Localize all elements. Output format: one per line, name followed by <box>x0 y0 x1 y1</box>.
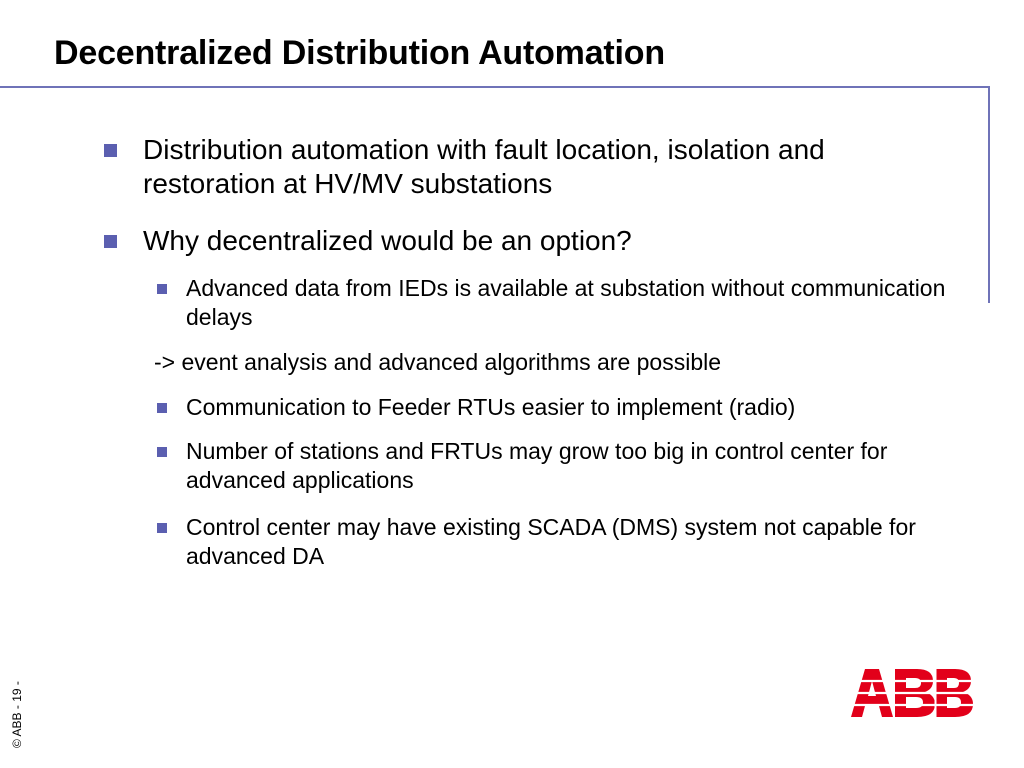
sub-bullet-item <box>157 274 957 332</box>
square-bullet-icon <box>104 144 117 157</box>
bullet-item <box>104 224 924 258</box>
sub-bullet-item <box>157 513 957 571</box>
sub-bullet-text: Number of stations and FRTUs may grow too big in control center for advanced applications <box>186 438 888 493</box>
sub-bullet-text: Advanced data from IEDs is available at substation without communication delays <box>186 275 946 330</box>
square-bullet-icon <box>157 403 167 413</box>
abb-logo-icon <box>851 669 973 717</box>
square-bullet-icon <box>104 235 117 248</box>
sub-bullet-item <box>157 393 957 422</box>
right-border-line <box>988 86 990 303</box>
sub-bullet-text: Communication to Feeder RTUs easier to implement (radio) <box>186 394 796 420</box>
slide-title: Decentralized Distribution Automation <box>54 34 665 72</box>
bullet-text: Distribution automation with fault location, isolation and restoration at HV/MV substations <box>143 134 825 199</box>
square-bullet-icon <box>157 284 167 294</box>
title-divider <box>0 86 990 88</box>
sub-bullet-item <box>157 437 957 495</box>
sub-bullet-text: Control center may have existing SCADA (DMS) system not capable for advanced DA <box>186 514 916 569</box>
bullet-text: Why decentralized would be an option? <box>143 225 632 256</box>
square-bullet-icon <box>157 523 167 533</box>
footer-copyright: © ABB - 19 - <box>10 681 24 748</box>
sub-text-line: -> event analysis and advanced algorithms are possible <box>154 349 722 375</box>
square-bullet-icon <box>157 447 167 457</box>
bullet-item <box>104 133 924 201</box>
